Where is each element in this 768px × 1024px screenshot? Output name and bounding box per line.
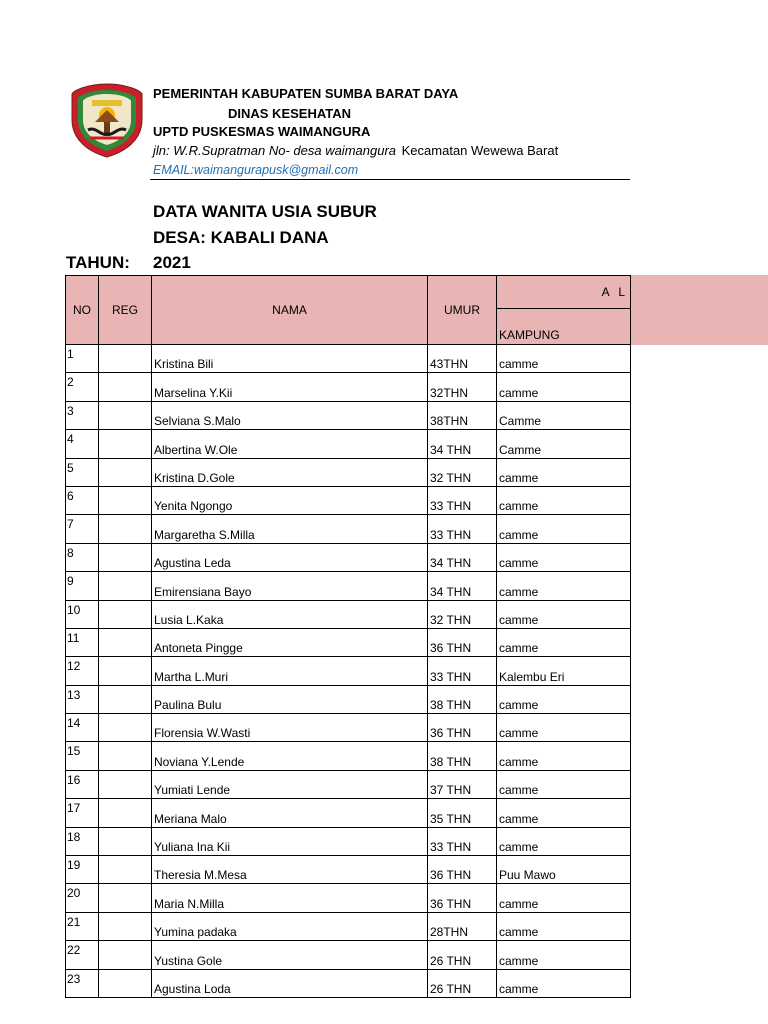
row-nama: Noviana Y.Lende (152, 742, 428, 770)
row-nama: Kristina Bili (152, 345, 428, 373)
header-fill-extension (631, 275, 768, 345)
row-reg (99, 486, 152, 514)
row-umur: 38 THN (428, 742, 497, 770)
row-kampung: camme (497, 884, 631, 912)
table-row (66, 628, 631, 656)
col-header-no: NO (66, 276, 99, 345)
row-kampung: camme (497, 714, 631, 742)
row-reg (99, 969, 152, 997)
row-kampung: camme (497, 458, 631, 486)
row-reg (99, 941, 152, 969)
row-no: 6 (66, 486, 99, 514)
row-reg (99, 912, 152, 940)
table-row (66, 827, 631, 855)
row-kampung: camme (497, 628, 631, 656)
row-reg (99, 572, 152, 600)
row-umur: 43THN (428, 345, 497, 373)
row-no: 22 (66, 941, 99, 969)
row-kampung: Camme (497, 401, 631, 429)
row-reg (99, 685, 152, 713)
col-header-umur: UMUR (428, 276, 497, 345)
row-reg (99, 458, 152, 486)
table-row (66, 912, 631, 940)
year-label: TAHUN: (66, 253, 130, 272)
header-email: EMAIL:waimangurapusk@gmail.com (153, 163, 359, 177)
row-umur: 33 THN (428, 515, 497, 543)
row-reg (99, 543, 152, 571)
row-umur: 28THN (428, 912, 497, 940)
row-umur: 33 THN (428, 827, 497, 855)
row-kampung: camme (497, 799, 631, 827)
row-kampung: camme (497, 941, 631, 969)
table-row (66, 458, 631, 486)
row-no: 15 (66, 742, 99, 770)
row-no: 14 (66, 714, 99, 742)
row-nama: Martha L.Muri (152, 657, 428, 685)
row-kampung: camme (497, 742, 631, 770)
row-nama: Florensia W.Wasti (152, 714, 428, 742)
row-no: 23 (66, 969, 99, 997)
row-no: 10 (66, 600, 99, 628)
row-no: 19 (66, 856, 99, 884)
row-kampung: camme (497, 912, 631, 940)
row-no: 1 (66, 345, 99, 373)
row-no: 8 (66, 543, 99, 571)
header-address (153, 143, 558, 158)
row-kampung: camme (497, 543, 631, 571)
row-umur: 32 THN (428, 600, 497, 628)
row-no: 7 (66, 515, 99, 543)
row-nama: Antoneta Pingge (152, 628, 428, 656)
row-reg (99, 799, 152, 827)
row-reg (99, 373, 152, 401)
row-umur: 38 THN (428, 685, 497, 713)
table-row (66, 345, 631, 373)
table-row (66, 543, 631, 571)
row-kampung: camme (497, 345, 631, 373)
row-nama: Yumiati Lende (152, 770, 428, 798)
table-row (66, 884, 631, 912)
table-row (66, 685, 631, 713)
row-umur: 34 THN (428, 543, 497, 571)
row-nama: Lusia L.Kaka (152, 600, 428, 628)
row-nama: Agustina Leda (152, 543, 428, 571)
row-umur: 26 THN (428, 969, 497, 997)
row-nama: Yumina padaka (152, 912, 428, 940)
row-no: 13 (66, 685, 99, 713)
table-row (66, 515, 631, 543)
table-row (66, 742, 631, 770)
row-reg (99, 742, 152, 770)
row-no: 18 (66, 827, 99, 855)
row-umur: 36 THN (428, 856, 497, 884)
table-row (66, 856, 631, 884)
table-row (66, 714, 631, 742)
row-umur: 37 THN (428, 770, 497, 798)
header-divider (150, 179, 630, 180)
row-no: 21 (66, 912, 99, 940)
row-no: 5 (66, 458, 99, 486)
row-no: 3 (66, 401, 99, 429)
row-umur: 33 THN (428, 657, 497, 685)
row-umur: 33 THN (428, 486, 497, 514)
row-reg (99, 345, 152, 373)
col-header-nama: NAMA (152, 276, 428, 345)
col-header-reg: REG (99, 276, 152, 345)
row-no: 16 (66, 770, 99, 798)
wus-data-table (65, 275, 631, 998)
row-nama: Albertina W.Ole (152, 430, 428, 458)
row-kampung: camme (497, 600, 631, 628)
row-nama: Yustina Gole (152, 941, 428, 969)
header-government: PEMERINTAH KABUPATEN SUMBA BARAT DAYA (153, 86, 459, 101)
row-umur: 32THN (428, 373, 497, 401)
row-nama: Marselina Y.Kii (152, 373, 428, 401)
row-reg (99, 770, 152, 798)
row-kampung: camme (497, 685, 631, 713)
row-kampung: camme (497, 969, 631, 997)
row-kampung: Puu Mawo (497, 856, 631, 884)
col-header-alamat: A L (497, 276, 631, 309)
header-department: DINAS KESEHATAN (228, 106, 352, 121)
row-umur: 34 THN (428, 430, 497, 458)
row-no: 20 (66, 884, 99, 912)
row-kampung: camme (497, 827, 631, 855)
row-umur: 32 THN (428, 458, 497, 486)
row-nama: Paulina Bulu (152, 685, 428, 713)
row-reg (99, 628, 152, 656)
row-umur: 36 THN (428, 714, 497, 742)
row-nama: Agustina Loda (152, 969, 428, 997)
row-nama: Yenita Ngongo (152, 486, 428, 514)
row-reg (99, 430, 152, 458)
row-nama: Selviana S.Malo (152, 401, 428, 429)
row-nama: Theresia M.Mesa (152, 856, 428, 884)
row-kampung: camme (497, 486, 631, 514)
header-puskesmas: UPTD PUSKESMAS WAIMANGURA (153, 124, 371, 139)
address-kecamatan: Kecamatan Wewewa Barat (401, 143, 559, 158)
row-umur: 35 THN (428, 799, 497, 827)
table-row (66, 401, 631, 429)
row-umur: 34 THN (428, 572, 497, 600)
row-reg (99, 827, 152, 855)
row-no: 17 (66, 799, 99, 827)
row-no: 4 (66, 430, 99, 458)
row-kampung: camme (497, 373, 631, 401)
row-no: 11 (66, 628, 99, 656)
row-no: 9 (66, 572, 99, 600)
row-umur: 36 THN (428, 628, 497, 656)
address-street: jln: W.R.Supratman No- desa waimangura (153, 143, 397, 158)
row-kampung: camme (497, 770, 631, 798)
row-nama: Meriana Malo (152, 799, 428, 827)
table-row (66, 941, 631, 969)
table-row (66, 770, 631, 798)
row-nama: Kristina D.Gole (152, 458, 428, 486)
regency-emblem-logo (70, 82, 145, 158)
row-reg (99, 714, 152, 742)
table-row (66, 373, 631, 401)
document-title: DATA WANITA USIA SUBUR (153, 202, 377, 221)
col-header-kampung: KAMPUNG (497, 309, 631, 345)
row-reg (99, 657, 152, 685)
row-no: 2 (66, 373, 99, 401)
row-kampung: camme (497, 572, 631, 600)
table-row (66, 430, 631, 458)
year-value: 2021 (153, 253, 191, 272)
row-kampung: Camme (497, 430, 631, 458)
row-nama: Emirensiana Bayo (152, 572, 428, 600)
table-row (66, 572, 631, 600)
table-row (66, 486, 631, 514)
row-nama: Maria N.Milla (152, 884, 428, 912)
row-umur: 26 THN (428, 941, 497, 969)
table-row (66, 969, 631, 997)
row-reg (99, 884, 152, 912)
row-reg (99, 401, 152, 429)
row-reg (99, 856, 152, 884)
row-reg (99, 515, 152, 543)
row-no: 12 (66, 657, 99, 685)
table-row (66, 657, 631, 685)
row-kampung: camme (497, 515, 631, 543)
village-label: DESA: KABALI DANA (153, 228, 329, 247)
row-nama: Margaretha S.Milla (152, 515, 428, 543)
row-nama: Yuliana Ina Kii (152, 827, 428, 855)
table-row (66, 799, 631, 827)
table-row (66, 600, 631, 628)
row-umur: 38THN (428, 401, 497, 429)
row-kampung: Kalembu Eri (497, 657, 631, 685)
row-reg (99, 600, 152, 628)
row-umur: 36 THN (428, 884, 497, 912)
